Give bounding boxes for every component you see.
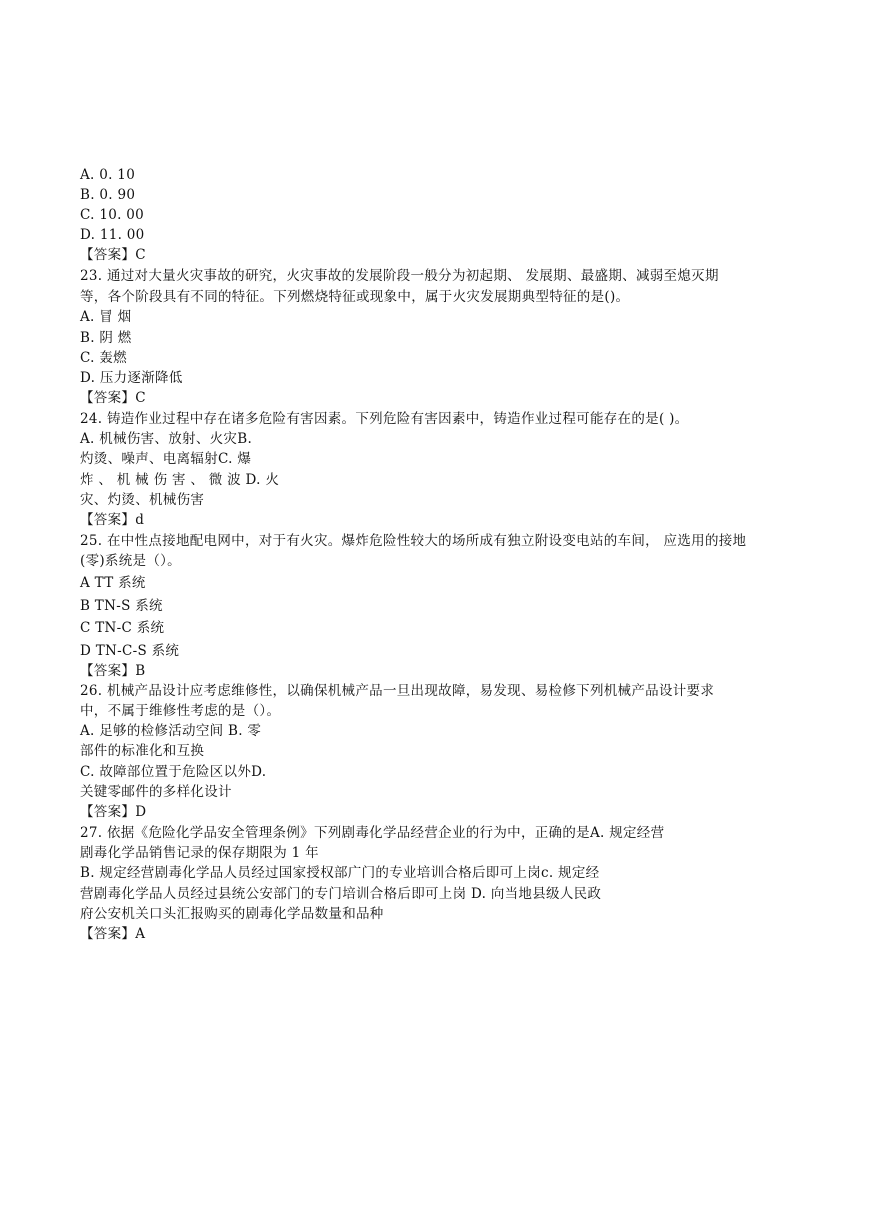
option-d: D. 压力逐渐降低 [80, 370, 183, 386]
answer-25: 【答案】B [80, 663, 146, 679]
answer-22: 【答案】C [80, 247, 146, 263]
option-c: C. 10. 00 [80, 207, 145, 223]
option-c: C. 轰燃 [80, 350, 127, 366]
question-25-text-cont: (零)系统是（）。 [80, 553, 181, 569]
answer-27: 【答案】A [80, 926, 146, 942]
question-26-options: 关键零邮件的多样化设计 [80, 784, 232, 800]
question-26-options: C. 故障部位置于危险区以外D. [80, 764, 267, 780]
question-24-options: A. 机械伤害、放射、火灾B. [80, 431, 253, 447]
question-26-options: 部件的标准化和互换 [80, 743, 205, 759]
option-b: B TN-S 系统 [80, 598, 163, 614]
option-d: D. 11. 00 [80, 227, 145, 243]
question-24-text: 24. 铸造作业过程中存在诸多危险有害因素。下列危险有害因素中，铸造作业过程可能存在的是( )。 [80, 411, 689, 427]
question-24-options: 灼烫、噪声、电离辐射C. 爆 [80, 451, 252, 467]
option-d: D TN-C-S 系统 [80, 643, 180, 659]
answer-26: 【答案】D [80, 804, 147, 820]
answer-23: 【答案】C [80, 390, 146, 406]
option-c: C TN-C 系统 [80, 620, 165, 636]
question-26-text: 26. 机械产品设计应考虑维修性，以确保机械产品一旦出现故障，易发现、易检修下列机械产品设计要求 [80, 683, 715, 699]
question-24-options: 炸 、 机 械 伤 害 、 微 波 D. 火 [80, 472, 280, 488]
question-27-options: 府公安机关口头汇报购买的剧毒化学品数量和品种 [80, 906, 384, 922]
answer-24: 【答案】d [80, 512, 145, 528]
question-27-options: 营剧毒化学品人员经过县统公安部门的专门培训合格后即可上岗 D. 向当地县级人民政 [80, 886, 602, 902]
option-b: B. 0. 90 [80, 187, 136, 203]
question-23-text-cont: 等，各个阶段具有不同的特征。下列燃烧特征或现象中，属于火灾发展期典型特征的是()。 [80, 289, 630, 305]
option-a: A. 0. 10 [80, 167, 136, 183]
question-26-options: A. 足够的检修活动空间 B. 零 [80, 723, 262, 739]
question-23-text: 23. 通过对大量火灾事故的研究，火灾事故的发展阶段一般分为初起期、 发展期、最盛期、减弱至熄灭期 [80, 268, 719, 284]
question-26-text-cont: 中，不属于维修性考虑的是（）。 [80, 703, 281, 719]
question-25-text: 25. 在中性点接地配电网中，对于有火灾。爆炸危险性较大的场所成有独立附设变电站的车间， 应选用的接地 [80, 533, 747, 549]
question-24-options: 灾、灼烫、机械伤害 [80, 492, 205, 508]
question-27-options: 剧毒化学品销售记录的保存期限为 1 年 [80, 845, 319, 861]
option-b: B. 阴 燃 [80, 330, 132, 346]
question-27-text: 27. 依据《危险化学品安全管理条例》下列剧毒化学品经营企业的行为中，正确的是A. 规定经营 [80, 825, 665, 841]
question-27-options: B. 规定经营剧毒化学品人员经过国家授权部广门的专业培训合格后即可上岗c. 规定经 [80, 865, 600, 881]
option-a: A TT 系统 [80, 575, 146, 591]
option-a: A. 冒 烟 [80, 309, 132, 325]
